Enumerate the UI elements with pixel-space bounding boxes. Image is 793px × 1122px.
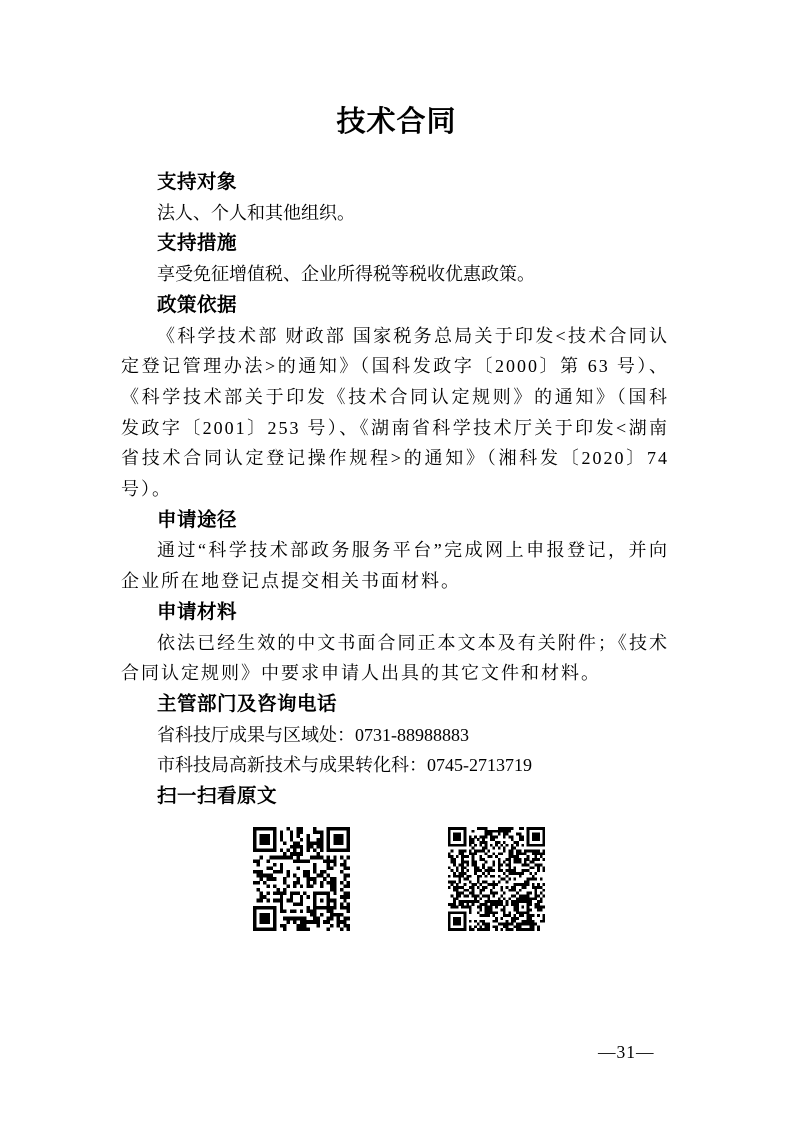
contact-line-city: 市科技局高新技术与成果转化科：0745-2713719 — [157, 755, 532, 776]
qr-code-left — [253, 827, 350, 931]
paragraph-support-measure: 享受免征增值税、企业所得税等税收优惠政策。 — [157, 264, 535, 285]
section-heading-authority-phone: 主管部门及咨询电话 — [157, 692, 338, 715]
paragraph-support-target: 法人、个人和其他组织。 — [157, 202, 355, 223]
qr-code-right — [448, 827, 545, 931]
section-heading-apply-materials: 申请材料 — [157, 600, 238, 623]
page-number: —31— — [598, 1042, 655, 1062]
section-heading-apply-route: 申请途径 — [157, 508, 238, 531]
qr-row — [253, 827, 545, 931]
section-heading-policy-basis: 政策依据 — [157, 293, 238, 316]
document-body — [121, 167, 669, 812]
page-title: 技术合同 — [336, 106, 457, 138]
paragraph-policy-basis: 《科学技术部 财政部 国家税务总局关于印发<技术合同认定登记管理办法>的通知》（国科发政字〔2000〕第 63 号）、《科学技术部关于印发《技术合同认定规则》的通知》（国科发政字〔2001〕253 号）、《湖南省科学技术厅关于印发<湖南省技术合同认定登记操作规程>的通知》（湘科发〔2020〕74 号）。 — [121, 325, 669, 500]
section-heading-scan-original: 扫一扫看原文 — [157, 785, 278, 808]
paragraph-apply-materials: 依法已经生效的中文书面合同正本文本及有关附件；《技术合同认定规则》中要求申请人出具的其它文件和材料。 — [121, 632, 669, 684]
contact-line-province: 省科技厅成果与区域处：0731-88988883 — [157, 724, 469, 745]
section-heading-support-target: 支持对象 — [157, 171, 238, 193]
section-heading-support-measure: 支持措施 — [157, 232, 238, 255]
paragraph-apply-route: 通过“科学技术部政务服务平台”完成网上申报登记，并向企业所在地登记点提交相关书面材料。 — [121, 540, 669, 592]
